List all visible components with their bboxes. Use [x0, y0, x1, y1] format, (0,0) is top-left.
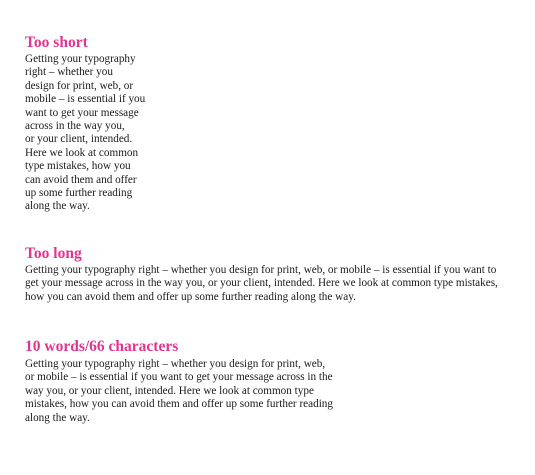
heading-66-characters: 10 words/66 characters — [25, 338, 179, 355]
paragraph-too-long — [25, 264, 498, 304]
section-too-long — [25, 245, 498, 304]
text-line: right – whether you — [25, 66, 113, 79]
text-line: how you can avoid them and offer up some further reading along the way. — [25, 290, 356, 303]
paragraph-66-characters — [25, 358, 333, 425]
heading-too-short: Too short — [25, 34, 88, 51]
text-line: mobile – is essential if you — [25, 93, 146, 106]
text-line: type mistakes, how you — [25, 160, 131, 173]
text-line: or mobile – is essential if you want to get your message across in the — [25, 371, 333, 384]
text-line: across in the way you, — [25, 120, 125, 133]
text-line: way you, or your client, intended. Here we look at common type — [25, 384, 314, 397]
section-too-short — [25, 34, 145, 214]
text-line: Getting your typography right – whether you design for print, web, or mobile – is essential if you want to — [25, 264, 497, 276]
text-line: can avoid them and offer — [25, 173, 137, 186]
text-line: design for print, web, or — [25, 79, 134, 92]
section-66-characters — [25, 338, 333, 425]
text-line: Getting your typography right – whether you design for print, web, — [25, 358, 326, 370]
text-line: get your message across in the way you, or your client, intended. Here we look at common type mistakes, — [25, 277, 498, 290]
heading-too-long: Too long — [25, 245, 82, 262]
text-line: up some further reading — [25, 187, 133, 200]
text-line: want to get your message — [25, 106, 139, 119]
paragraph-too-short — [25, 53, 145, 214]
text-line: along the way. — [25, 411, 90, 424]
text-line: Here we look at common — [25, 146, 139, 159]
text-line: along the way. — [25, 200, 90, 213]
text-line: mistakes, how you can avoid them and offer up some further reading — [25, 398, 333, 411]
text-line: Getting your typography — [25, 53, 136, 65]
text-line: or your client, intended. — [25, 133, 133, 146]
